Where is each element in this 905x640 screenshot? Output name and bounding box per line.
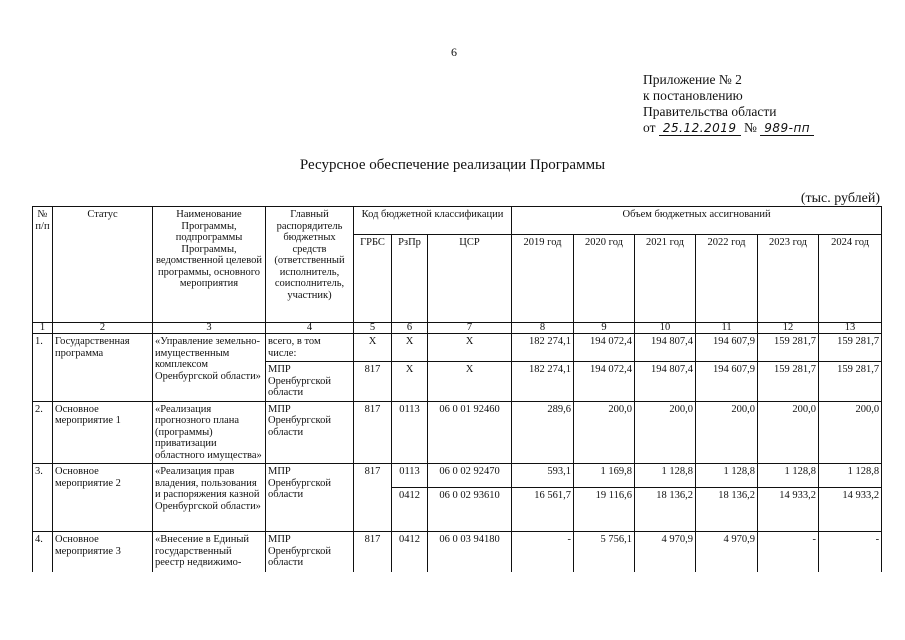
row-value: 1 169,8 [574, 464, 635, 488]
row-value: 5 756,1 [574, 532, 635, 572]
row-holder: МПР Оренбургской области [266, 464, 354, 532]
row-num: 3. [33, 464, 53, 532]
row-value: 194 607,9 [696, 334, 758, 362]
row-grbs: 817 [354, 532, 392, 572]
row-value: 200,0 [574, 401, 635, 464]
row-holder: МПР Оренбургской области [266, 401, 354, 464]
row-value: 289,6 [512, 401, 574, 464]
row-rzpr: 0113 [392, 464, 428, 488]
row-value: 593,1 [512, 464, 574, 488]
header-year: 2021 год [635, 235, 696, 323]
row-value: 194 072,4 [574, 334, 635, 362]
table-row [33, 532, 882, 572]
row-value: 4 970,9 [635, 532, 696, 572]
index-cell: 11 [696, 323, 758, 334]
header-budget-volume: Объем бюджетных ассигнований [512, 207, 882, 235]
index-cell: 10 [635, 323, 696, 334]
row-name: «Управление земельно-имущественным комплексом Оренбургской области» [153, 334, 266, 402]
header-year: 2020 год [574, 235, 635, 323]
row-value: 200,0 [819, 401, 882, 464]
header-rzpr: РзПр [392, 235, 428, 323]
header-name: Наименование Программы, подпрограммы Программы, ведомственной целевой программы, основного мероприятия [153, 207, 266, 323]
row-value: 1 128,8 [819, 464, 882, 488]
row-csr: X [428, 334, 512, 362]
header-status: Статус [53, 207, 153, 323]
row-value: 194 807,4 [635, 334, 696, 362]
row-grbs: 817 [354, 401, 392, 464]
header-budget-code: Код бюджетной классификации [354, 207, 512, 235]
index-cell: 1 [33, 323, 53, 334]
row-rzpr: X [392, 362, 428, 402]
row-value: - [758, 532, 819, 572]
header-grbs: ГРБС [354, 235, 392, 323]
row-value: 194 807,4 [635, 362, 696, 402]
index-cell: 2 [53, 323, 153, 334]
index-cell: 12 [758, 323, 819, 334]
row-value: 159 281,7 [819, 362, 882, 402]
row-value: 194 607,9 [696, 362, 758, 402]
document-title: Ресурсное обеспечение реализации Программы [299, 157, 606, 173]
row-csr: 06 0 02 92470 [428, 464, 512, 488]
row-grbs: 817 [354, 464, 392, 532]
index-cell: 9 [574, 323, 635, 334]
index-row [33, 323, 882, 334]
row-name: «Реализация прогнозного плана (программы) приватизации областного имущества» [153, 401, 266, 464]
index-cell: 8 [512, 323, 574, 334]
row-csr: 06 0 01 92460 [428, 401, 512, 464]
appendix-date-line [643, 120, 814, 136]
row-value: 14 933,2 [819, 488, 882, 532]
row-value: 4 970,9 [696, 532, 758, 572]
row-value: 1 128,8 [696, 464, 758, 488]
resource-table [32, 206, 882, 572]
row-csr: 06 0 02 93610 [428, 488, 512, 532]
row-value: 200,0 [696, 401, 758, 464]
row-value: - [512, 532, 574, 572]
row-num: 2. [33, 401, 53, 464]
row-status: Государственная программа [53, 334, 153, 402]
header-csr: ЦСР [428, 235, 512, 323]
row-value: 18 136,2 [635, 488, 696, 532]
row-status: Основное мероприятие 3 [53, 532, 153, 572]
row-value: 200,0 [758, 401, 819, 464]
number-prefix: № [743, 120, 757, 135]
decree-date: 25.12.2019 [659, 121, 741, 136]
row-rzpr: X [392, 334, 428, 362]
header-num: № п/п [33, 207, 53, 323]
index-cell: 5 [354, 323, 392, 334]
row-holder: всего, в том числе: [266, 334, 354, 362]
appendix-line: Правительства области [643, 104, 777, 119]
index-cell: 13 [819, 323, 882, 334]
units-label: (тыс. рублей) [800, 191, 880, 206]
row-value: 16 561,7 [512, 488, 574, 532]
date-prefix: от [643, 120, 656, 135]
row-value: 159 281,7 [819, 334, 882, 362]
row-value: 14 933,2 [758, 488, 819, 532]
header-year: 2019 год [512, 235, 574, 323]
row-csr: 06 0 03 94180 [428, 532, 512, 572]
row-name: «Реализация прав владения, пользования и распоряжения казной Оренбургской области» [153, 464, 266, 532]
row-grbs: 817 [354, 362, 392, 402]
table-row [33, 464, 882, 488]
page-number: 6 [451, 45, 457, 59]
row-num: 1. [33, 334, 53, 402]
row-value: 1 128,8 [635, 464, 696, 488]
appendix-title: Приложение № 2 [643, 72, 742, 87]
index-cell: 6 [392, 323, 428, 334]
row-value: 159 281,7 [758, 334, 819, 362]
appendix-line: к постановлению [643, 88, 743, 103]
row-value: 182 274,1 [512, 362, 574, 402]
table-row [33, 334, 882, 362]
row-csr: X [428, 362, 512, 402]
row-value: 182 274,1 [512, 334, 574, 362]
row-value: 200,0 [635, 401, 696, 464]
header-year: 2023 год [758, 235, 819, 323]
row-value: 1 128,8 [758, 464, 819, 488]
row-holder: МПР Оренбургской области [266, 532, 354, 572]
row-value: 159 281,7 [758, 362, 819, 402]
header-year: 2024 год [819, 235, 882, 323]
row-value: 194 072,4 [574, 362, 635, 402]
index-cell: 4 [266, 323, 354, 334]
row-rzpr: 0113 [392, 401, 428, 464]
index-cell: 7 [428, 323, 512, 334]
row-value: 19 116,6 [574, 488, 635, 532]
header-holder: Главный распорядитель бюджетных средств (ответственный исполнитель, соисполнитель, участник) [266, 207, 354, 323]
row-value: 18 136,2 [696, 488, 758, 532]
row-status: Основное мероприятие 1 [53, 401, 153, 464]
row-rzpr: 0412 [392, 532, 428, 572]
row-status: Основное мероприятие 2 [53, 464, 153, 532]
table-row [33, 401, 882, 464]
row-grbs: X [354, 334, 392, 362]
row-rzpr: 0412 [392, 488, 428, 532]
row-num: 4. [33, 532, 53, 572]
header-year: 2022 год [696, 235, 758, 323]
row-value: - [819, 532, 882, 572]
decree-number: 989-пп [760, 121, 814, 136]
index-cell: 3 [153, 323, 266, 334]
row-name: «Внесение в Единый государственный реестр недвижимо- [153, 532, 266, 572]
row-holder: МПР Оренбургской области [266, 362, 354, 402]
